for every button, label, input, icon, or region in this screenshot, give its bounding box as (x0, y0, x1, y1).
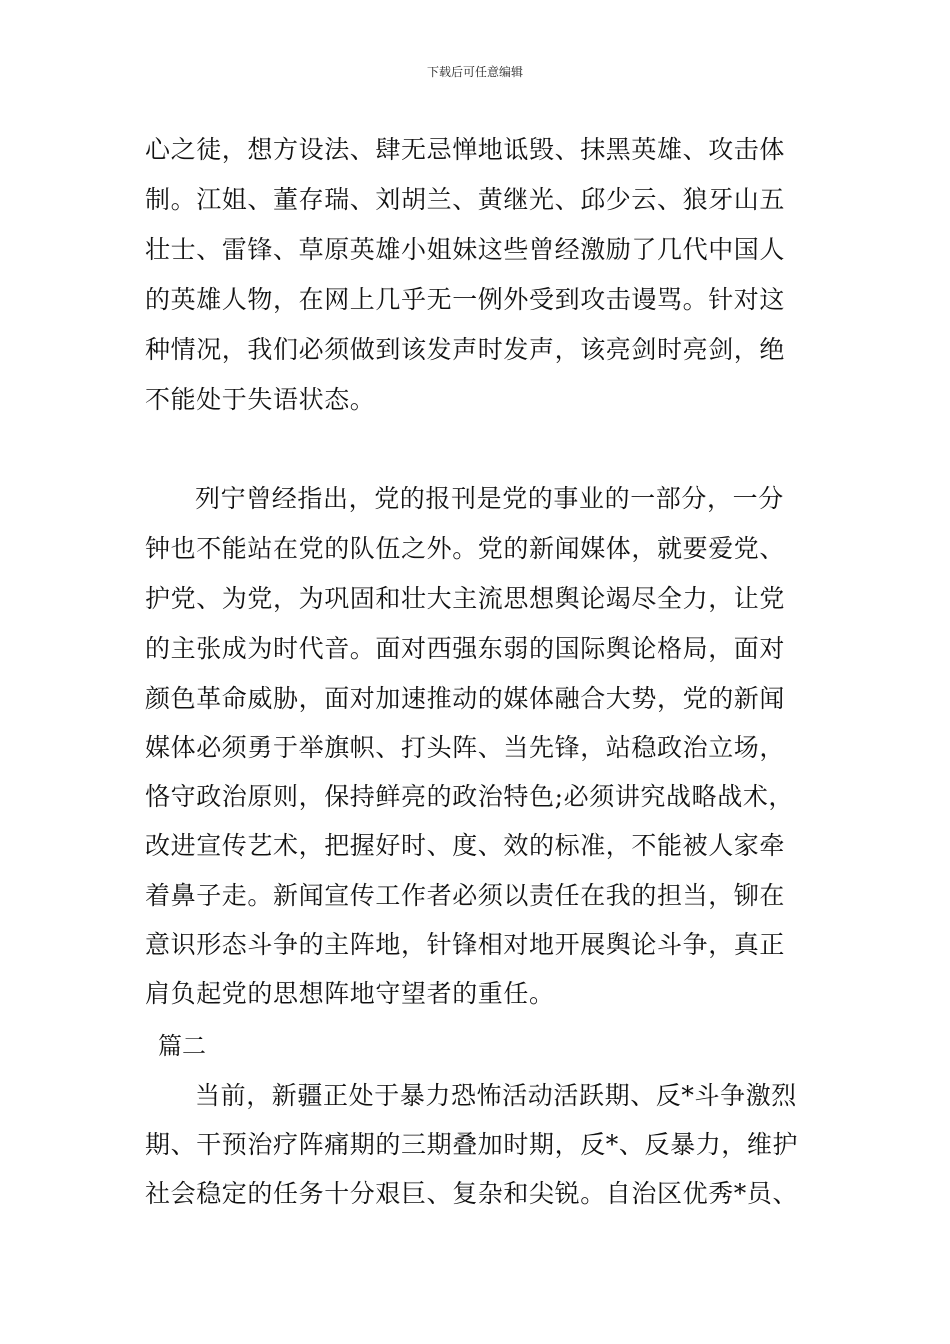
paragraph-3-line: 期、干预治疗阵痛期的三期叠加时期，反*、反暴力，维护 (145, 1130, 799, 1159)
paragraph-1-line: 种情况，我们必须做到该发声时发声，该亮剑时亮剑，绝 (145, 335, 786, 364)
paragraph-2-line: 恪守政治原则，保持鲜亮的政治特色;必须讲究战略战术， (145, 782, 795, 811)
paragraph-2-line: 媒体必须勇于举旗帜、打头阵、当先锋，站稳政治立场， (145, 733, 786, 762)
paragraph-1-line: 制。江姐、董存瑞、刘胡兰、黄继光、邱少云、狼牙山五 (145, 185, 786, 214)
paragraph-2-line: 改进宣传艺术，把握好时、度、效的标准，不能被人家牵 (145, 831, 786, 860)
paragraph-2-line: 颜色革命威胁，面对加速推动的媒体融合大势，党的新闻 (145, 684, 786, 713)
section-heading: 篇二 (158, 1032, 206, 1060)
paragraph-3-line: 社会稳定的任务十分艰巨、复杂和尖锐。自治区优秀*员、 (145, 1179, 799, 1208)
paragraph-3-line: 当前，新疆正处于暴力恐怖活动活跃期、反*斗争激烈 (195, 1081, 797, 1110)
paragraph-2-line: 的主张成为时代音。面对西强东弱的国际舆论格局，面对 (145, 634, 786, 663)
page-header-note: 下载后可任意编辑 (426, 65, 523, 79)
paragraph-2-line: 钟也不能站在党的队伍之外。党的新闻媒体，就要爱党、 (145, 534, 786, 563)
paragraph-2-line: 意识形态斗争的主阵地，针锋相对地开展舆论斗争，真正 (145, 930, 786, 959)
paragraph-1-line: 壮士、雷锋、草原英雄小姐妹这些曾经激励了几代中国人 (145, 235, 786, 264)
paragraph-1-line: 心之徒，想方设法、肆无忌惮地诋毁、抹黑英雄、攻击体 (145, 135, 786, 164)
paragraph-2-line: 着鼻子走。新闻宣传工作者必须以责任在我的担当，铆在 (145, 881, 786, 910)
paragraph-1-line: 不能处于失语状态。 (145, 385, 376, 414)
paragraph-2-line: 肩负起党的思想阵地守望者的重任。 (145, 979, 555, 1008)
paragraph-2-line: 列宁曾经指出，党的报刊是党的事业的一部分，一分 (195, 484, 784, 513)
paragraph-1-line: 的英雄人物，在网上几乎无一例外受到攻击谩骂。针对这 (145, 285, 786, 314)
paragraph-2-line: 护党、为党，为巩固和壮大主流思想舆论竭尽全力，让党 (145, 584, 786, 613)
